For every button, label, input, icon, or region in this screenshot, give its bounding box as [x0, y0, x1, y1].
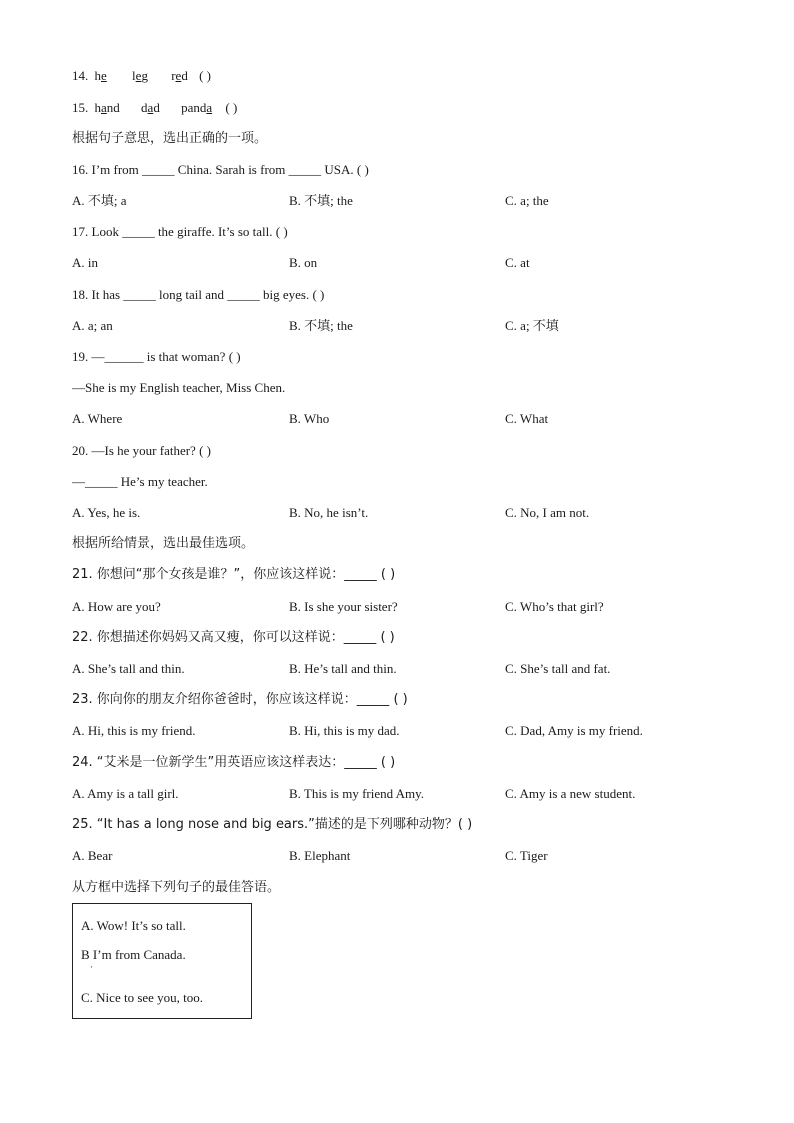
option-a: A. in	[72, 255, 98, 270]
option-b: B. No, he isn’t.	[289, 505, 369, 520]
option-c: C. Who’s that girl?	[505, 599, 604, 614]
option-c: C. No, I am not.	[505, 505, 590, 520]
option-a: A. a; an	[72, 318, 113, 333]
option-b: B. Who	[289, 411, 330, 426]
word-hand: hand	[94, 100, 120, 115]
option-a: A. How are you?	[72, 599, 161, 614]
word-leg: leg	[132, 68, 148, 83]
question-24-stem: 24. “艾米是一位新学生”用英语应该这样表达：_____ ( )	[72, 755, 396, 770]
option-c: C. a; the	[505, 193, 549, 208]
question-number: 14.	[72, 68, 89, 83]
box-option-b: B I’m from Canada.	[81, 947, 186, 962]
word-red: red	[171, 68, 188, 83]
option-b: B. 不填; the	[289, 193, 353, 208]
option-c: C. a; 不填	[505, 318, 559, 333]
box-option-c: C. Nice to see you, too.	[81, 990, 204, 1005]
section-heading-3: 从方框中选择下列句子的最佳答语。	[72, 880, 281, 895]
question-19-reply: —She is my English teacher, Miss Chen.	[72, 380, 286, 395]
question-number: 15.	[72, 100, 89, 115]
question-14	[72, 67, 211, 85]
option-c: C. She’s tall and fat.	[505, 661, 611, 676]
box-option-b-dot: ·	[90, 962, 93, 972]
option-a: A. She’s tall and thin.	[72, 661, 185, 676]
question-23-stem: 23. 你向你的朋友介绍你爸爸时，你应该这样说：_____ ( )	[72, 692, 408, 707]
option-c: C. Amy is a new student.	[505, 786, 636, 801]
question-20-reply: —_____ He’s my teacher.	[72, 474, 208, 489]
word-he: he	[94, 68, 107, 83]
question-22-stem: 22. 你想描述你妈妈又高又瘦，你可以这样说：_____ ( )	[72, 630, 395, 645]
question-16-stem: 16. I’m from _____ China. Sarah is from _____ USA. ( )	[72, 162, 369, 177]
option-c: C. at	[505, 255, 530, 270]
question-25-stem: 25. “It has a long nose and big ears.”描述的是下列哪种动物？( )	[72, 817, 473, 832]
question-18-stem: 18. It has _____ long tail and _____ big eyes. ( )	[72, 287, 325, 302]
question-17-stem: 17. Look _____ the giraffe. It’s so tall. ( )	[72, 224, 288, 239]
option-b: B. Hi, this is my dad.	[289, 723, 400, 738]
question-20-stem: 20. —Is he your father? ( )	[72, 443, 211, 458]
box-option-a: A. Wow! It’s so tall.	[81, 918, 186, 933]
word-dad: dad	[141, 100, 160, 115]
question-21-stem: 21. 你想问“那个女孩是谁？”，你应该这样说：_____ ( )	[72, 567, 396, 582]
question-19-stem: 19. —______ is that woman? ( )	[72, 349, 241, 364]
option-b: B. on	[289, 255, 318, 270]
answer-blank: ( )	[225, 100, 238, 115]
answer-choice-box	[72, 903, 252, 1019]
option-b: B. Elephant	[289, 848, 351, 863]
option-a: A. Bear	[72, 848, 113, 863]
section-heading-2: 根据所给情景，选出最佳选项。	[72, 536, 255, 551]
question-15	[72, 99, 237, 117]
option-b: B. 不填; the	[289, 318, 353, 333]
option-b: B. He’s tall and thin.	[289, 661, 397, 676]
option-a: A. Hi, this is my friend.	[72, 723, 196, 738]
option-b: B. Is she your sister?	[289, 599, 398, 614]
word-panda: panda	[181, 100, 213, 115]
section-heading-1: 根据句子意思，选出正确的一项。	[72, 131, 268, 146]
option-c: C. Tiger	[505, 848, 548, 863]
option-a: A. Where	[72, 411, 123, 426]
option-a: A. 不填; a	[72, 193, 127, 208]
option-c: C. What	[505, 411, 549, 426]
option-a: A. Amy is a tall girl.	[72, 786, 179, 801]
answer-blank: ( )	[199, 68, 211, 83]
option-c: C. Dad, Amy is my friend.	[505, 723, 643, 738]
option-a: A. Yes, he is.	[72, 505, 141, 520]
option-b: B. This is my friend Amy.	[289, 786, 425, 801]
